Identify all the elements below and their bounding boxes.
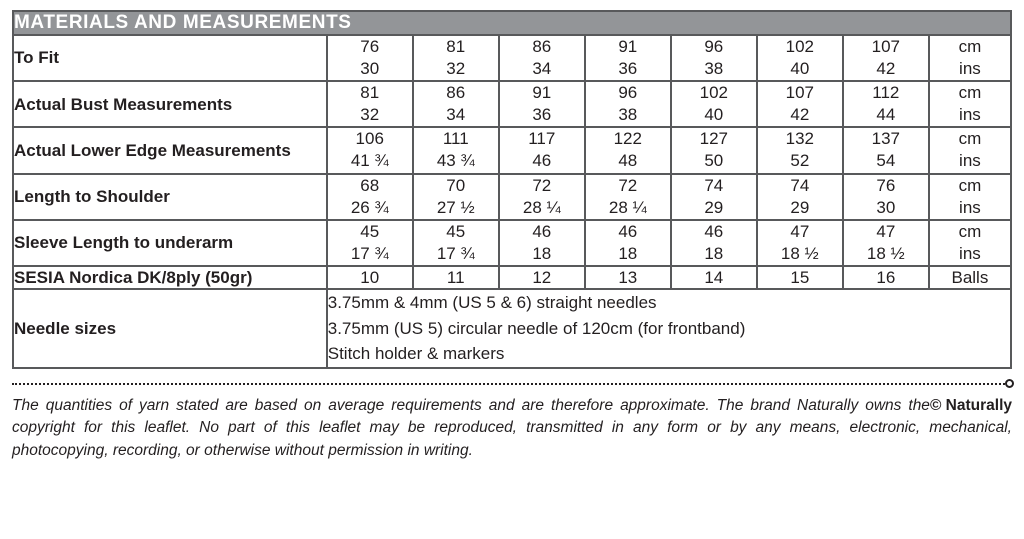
- table-title: MATERIALS AND MEASUREMENTS: [13, 11, 1011, 35]
- table-row: [13, 35, 1011, 81]
- row-label-needle-sizes: Needle sizes: [13, 289, 327, 368]
- cell-value: 72 28 ¼: [585, 174, 671, 220]
- disclaimer-text: The quantities of yarn stated are based on average requirements and are therefore approximate. The brand Naturally owns the copyright for this leaflet. No part of this leaflet may be reproduced, transmitted in any form or by any means, electronic, mechanical, photocopying, recording, or otherwise without permission in writing.: [12, 396, 1012, 459]
- cell-value: 81 32: [413, 35, 499, 81]
- cell-unit: cm ins: [929, 174, 1011, 220]
- cell-value: 91 36: [499, 81, 585, 127]
- cell-value: 46 18: [671, 220, 757, 266]
- circle-end-marker: [1005, 379, 1014, 388]
- row-label-length-to-shoulder: Length to Shoulder: [13, 174, 327, 220]
- copyright-notice: © Naturally: [929, 396, 1012, 414]
- row-label-to-fit: To Fit: [13, 35, 327, 81]
- cell-value: 86 34: [413, 81, 499, 127]
- cell-value: 12: [499, 266, 585, 289]
- cell-unit: Balls: [929, 266, 1011, 289]
- cell-value: 10: [327, 266, 413, 289]
- cell-value: 81 32: [327, 81, 413, 127]
- cell-value: 47 18 ½: [757, 220, 843, 266]
- cell-value: 76 30: [327, 35, 413, 81]
- cell-value: 45 17 ¾: [413, 220, 499, 266]
- cell-value: 111 43 ¾: [413, 127, 499, 173]
- needle-line: 3.75mm (US 5) circular needle of 120cm (for frontband): [327, 318, 746, 338]
- cell-value: 47 18 ½: [843, 220, 929, 266]
- cell-value: 91 36: [585, 35, 671, 81]
- cell-value: 102 40: [757, 35, 843, 81]
- cell-unit: cm ins: [929, 127, 1011, 173]
- row-label-yarn: SESIA Nordica DK/8ply (50gr): [13, 266, 327, 289]
- needle-sizes-content: [327, 289, 1011, 368]
- cell-value: 70 27 ½: [413, 174, 499, 220]
- needle-line: 3.75mm & 4mm (US 5 & 6) straight needles: [327, 293, 657, 313]
- cell-value: 96 38: [671, 35, 757, 81]
- table-row-needles: [13, 289, 1011, 368]
- cell-value: 14: [671, 266, 757, 289]
- cell-value: 76 30: [843, 174, 929, 220]
- cell-value: 107 42: [757, 81, 843, 127]
- cell-value: 46 18: [585, 220, 671, 266]
- cell-value: 122 48: [585, 127, 671, 173]
- cell-value: 11: [413, 266, 499, 289]
- cell-value: 107 42: [843, 35, 929, 81]
- table-row-yarn: [13, 266, 1011, 289]
- cell-value: 16: [843, 266, 929, 289]
- needle-line: Stitch holder & markers: [327, 344, 505, 364]
- cell-value: 86 34: [499, 35, 585, 81]
- table-row: [13, 220, 1011, 266]
- cell-value: 137 54: [843, 127, 929, 173]
- cell-value: 112 44: [843, 81, 929, 127]
- cell-value: 45 17 ¾: [327, 220, 413, 266]
- cell-unit: cm ins: [929, 81, 1011, 127]
- cell-value: 72 28 ¼: [499, 174, 585, 220]
- cell-unit: cm ins: [929, 35, 1011, 81]
- footer-text: [12, 395, 1012, 462]
- footer-disclaimer: [12, 395, 1012, 462]
- cell-value: 102 40: [671, 81, 757, 127]
- cut-line-divider: [12, 379, 1012, 389]
- cell-value: 127 50: [671, 127, 757, 173]
- table-row: [13, 174, 1011, 220]
- dotted-line: [12, 383, 1012, 385]
- cell-value: 13: [585, 266, 671, 289]
- row-label-actual-bust: Actual Bust Measurements: [13, 81, 327, 127]
- cell-value: 96 38: [585, 81, 671, 127]
- cell-value: 74 29: [671, 174, 757, 220]
- cell-unit: cm ins: [929, 220, 1011, 266]
- row-label-sleeve-length: Sleeve Length to underarm: [13, 220, 327, 266]
- cell-value: 74 29: [757, 174, 843, 220]
- table-header-row: [13, 11, 1011, 35]
- cell-value: 117 46: [499, 127, 585, 173]
- row-label-actual-lower-edge: Actual Lower Edge Measurements: [13, 127, 327, 173]
- table-row: [13, 127, 1011, 173]
- table-row: [13, 81, 1011, 127]
- cell-value: 68 26 ¾: [327, 174, 413, 220]
- cell-value: 106 41 ¾: [327, 127, 413, 173]
- materials-and-measurements-table: [12, 10, 1012, 369]
- cell-value: 15: [757, 266, 843, 289]
- cell-value: 132 52: [757, 127, 843, 173]
- cell-value: 46 18: [499, 220, 585, 266]
